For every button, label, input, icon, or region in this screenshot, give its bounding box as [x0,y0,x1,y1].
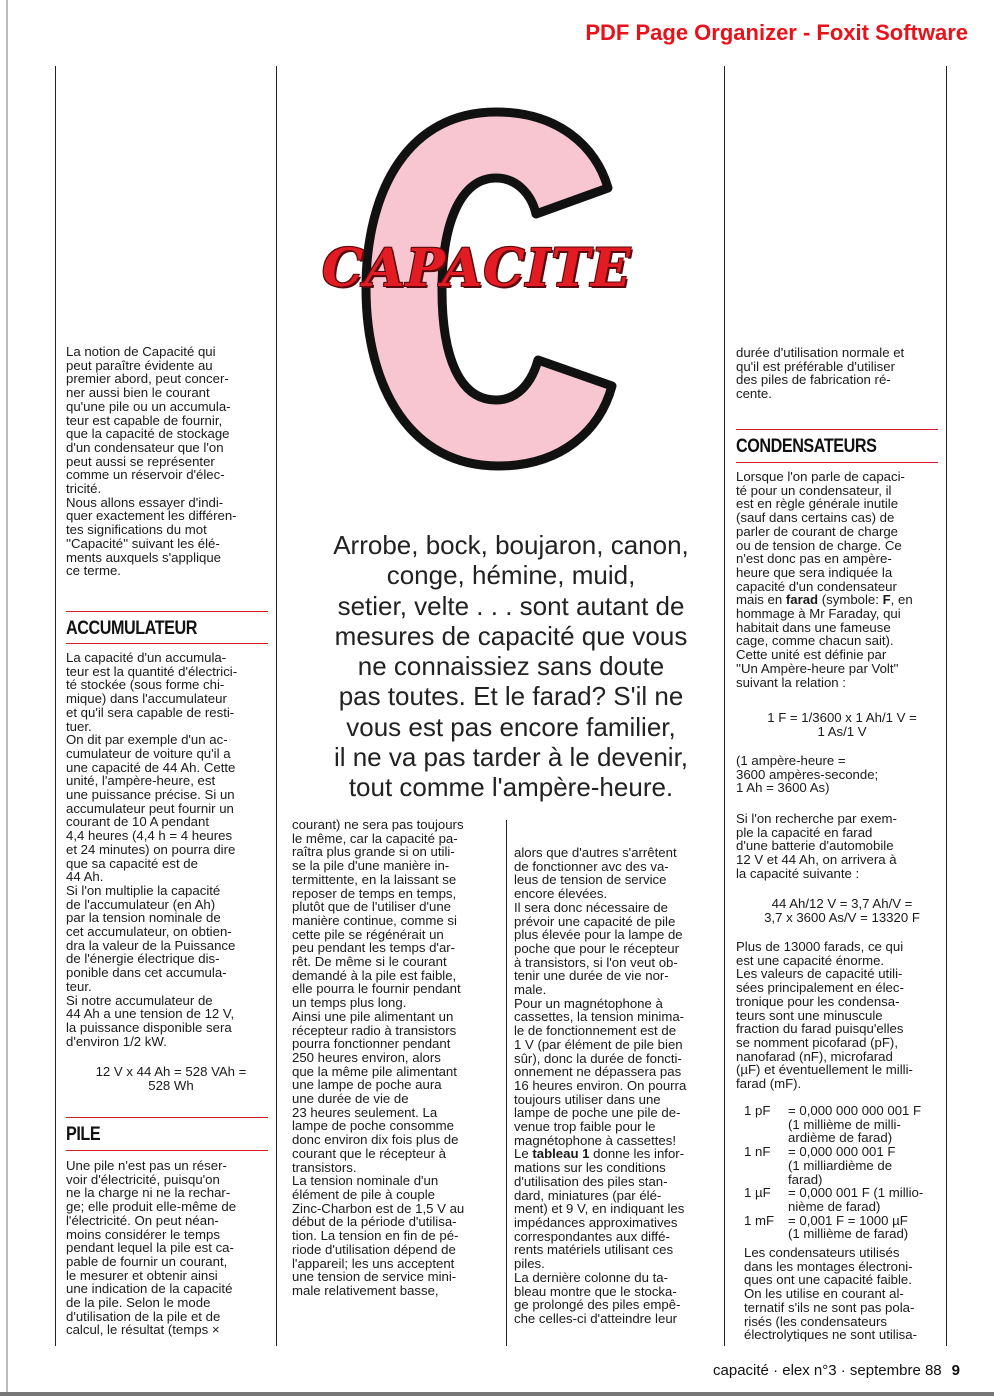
footer-text: capacité · elex n°3 · septembre 88 [713,1362,942,1379]
col4-F-bold: F [882,592,891,608]
col4-formula-farad: 1 F = 1/3600 x 1 Ah/1 V = 1 As/1 V [767,710,917,739]
col4-farad-bold: farad [785,592,819,608]
page-edge-left [6,0,8,1395]
section-rule [66,1150,268,1151]
page-number: 9 [951,1362,960,1379]
unit-row [744,1214,948,1241]
heading-pile: PILE [66,1124,101,1145]
unit-symbol: 1 nF [744,1144,771,1160]
col4-ampere-heure-note: (1 ampère-heure = 3600 ampères-seconde; 1 Ah = 3600 As) [736,753,879,796]
section-rule [66,1117,268,1118]
column-rule [276,66,277,1346]
unit-value: = 0,000 000 001 F (1 milliardième de farad) [788,1144,896,1187]
col4-condensateurs-text [736,470,948,689]
col4-formula-battery: 44 Ah/12 V = 3,7 Ah/V = 3,7 x 3600 As/V = 13320 F [764,896,920,925]
page-title: CAPACITE [322,238,632,299]
col3-text [514,846,726,1326]
col4-text-c: , en hommage à Mr Faraday, qui habitait dans une fameuse cage, comme chacun sait). Cette unité est définie par ''Un Ampère-heure par Volt'' suivant la relation : [736,592,913,690]
page-edge-bottom [0,1392,994,1396]
unit-symbol: 1 pF [744,1103,771,1118]
col1-pile-text: Une pile n'est pas un réser- voir d'électricité, puisqu'on ne la charge ni ne la rechar- ge; elle produit elle-même de l'électricité. On peut néan- moins considérer le temps pendant lequel la pile est ca- pable de fournir un courant, le mesurer et obtenir ainsi une indication de la capacité de la pile. Selon le mode d'utilisation de la pile et de calcul, le résultat (temps × [66,1158,237,1338]
heading-accumulateur: ACCUMULATEUR [66,618,197,639]
section-rule [736,462,938,463]
watermark: PDF Page Organizer - Foxit Software [585,20,968,45]
section-rule [66,643,268,644]
column-rule [506,820,507,1346]
section-rule [736,429,938,430]
heading-condensateurs: CONDENSATEURS [736,436,877,457]
col4-text-b: (symbole: [818,592,883,608]
unit-row [744,1145,948,1186]
col3-text-a: alors que d'autres s'arrêtent de fonctionner avc des va- leus de tension de service encore élevées. Il sera donc nécessaire de prévoir une capacité de pile plus élevée pour la lampe de poche que pour le récepteur à transistors, si l'on veut ob- tenir une durée de vie nor- male. Pour un magnétophone à cassettes, la tension minima- le de fonctionnement est de 1 V (par élément de pile bien sûr), donc la durée de foncti- onnement ne dépassera pas 16 heures environ. On pourra toujours utiliser dans une lampe de poche une pile de- venue trop faible pour le magnétophone à cassettes! Le [514,845,687,1162]
col2-text: courant) ne sera pas toujours le même, car la capacité pa- raîtra plus grande si on utili- se la pile d'une manière in- termittente, en la laissant se reposer de temps en temps, plutôt que de l'utiliser d'une manière continue, comme si cette pile se régénérait un peu pendant les temps d'ar- rêt. De même si le courant demandé à la pile est faible, elle pourra le fournir pendant un temps plus long. Ainsi une pile alimentant un récepteur radio à transistors pourra fonctionner pendant 250 heures environ, alors que la même pile alimentant une lampe de poche aura une durée de vie de 23 heures seulement. La lampe de poche consomme donc environ dix fois plus de courant que le récepteur à transistors. La tension nominale d'un élément de pile à couple Zinc-Charbon est de 1,5 V au début de la période d'utilisa- tion. La tension en fin de pé- riode d'utilisation dépend de l'appareil; les uns acceptent une tension de service mini- male relativement basse, [292,817,465,1298]
col4-text-a: Lorsque l'on parle de capaci- té pour un condensateur, il est en règle générale inutile (sauf dans certains cas) de parler de courant de charge ou de tension de charge. Ce n'est donc pas en ampère- heure que sera indiquée la capacité d'un condensateur mais en [736,469,905,608]
unit-value: = 0,000 000 000 001 F (1 millième de milli- ardième de farad) [788,1103,922,1146]
page-footer [713,1362,960,1379]
col1-formula: 12 V x 44 Ah = 528 VAh = 528 Wh [95,1064,247,1093]
col4-closing-text: Les condensateurs utilisés dans les montages électroni- ques ont une capacité faible. On les utilise en courant al- ternatif s'ils ne sont pas pola- risés (les condensateurs électrolytiques ne sont utilisa- [744,1245,917,1343]
col1-accumulateur-text: La capacité d'un accumula- teur est la quantité d'électrici- té stockée (sous forme chi- mique) dans l'accumulateur et qu'il sera capable de resti- tuer. On dit par exemple d'un ac- cumulateur de voiture qu'il a une capacité de 44 Ah. Cette unité, l'ampère-heure, est une puissance précise. Si un accumulateur peut fournir un courant de 10 A pendant 4,4 heures (4,4 h = 4 heures et 24 minutes) on pourra dire que sa capacité est de 44 Ah. Si l'on multiplie la capacité de l'accumulateur (en Ah) par la tension nominale de cet accumulateur, on obtien- dra la valeur de la Puissance de l'énergie électrique dis- ponible dans cet accumula- teur. Si notre accumulateur de 44 Ah a une tension de 12 V, la puissance disponible sera d'environ 1/2 kW. [66,650,238,1049]
col4-example-text: Si l'on recherche par exem- ple la capacité en farad d'une batterie d'automobile 12 V et 44 Ah, on arrivera à la capacité suivante : [736,811,897,881]
unit-row [744,1186,948,1213]
col4-intro-text: durée d'utilisation normale et qu'il est préférable d'utiliser des piles de fabrication ré- cente. [736,345,905,402]
unit-symbol: 1 µF [744,1185,771,1201]
unit-value: = 0,000 001 F (1 millio- nième de farad) [788,1185,924,1214]
unit-row [744,1104,948,1145]
col3-text-b: donne les infor- mations sur les conditions d'utilisation des piles stan- dard, miniatures (par élé- ment) et 9 V, en indiquant les impédances approximatives correspondantes aux diffé- rents matériels utilisant ces piles. La dernière colonne du ta- bleau montre que le stocka- ge prolongé des piles empê- che celles-ci d'atteindre leur [514,1146,685,1326]
col3-tableau-ref: tableau 1 [532,1146,590,1162]
unit-value: = 0,001 F = 1000 µF (1 millième de farad) [788,1212,909,1242]
col4-submultiples-text: Plus de 13000 farads, ce qui est une capacité énorme. Les valeurs de capacité utili- sées principalement en élec- tronique pour les condensa- teurs sont une minuscule fraction du farad puisqu'elles se nomment picofarad (pF), nanofarad (nF), microfarad (µF) et éventuellement le milli- farad (mF). [736,939,913,1092]
col1-intro-paragraph: La notion de Capacité qui peut paraître évidente au premier abord, peut concer- ner aussi bien le courant qu'une pile ou un accumula- teur est capable de fournir, que la capacité de stockage d'un condensateur que l'on peut aussi se représenter comme un réservoir d'élec- tricité. Nous allons essayer d'indi- quer exactement les différen- tes significations du mot ''Capacité'' suivant les élé- ments auxquels s'applique ce terme. [66,344,237,579]
units-list [744,1104,948,1241]
intro-paragraph: Arrobe, bock, boujaron, canon, conge, hémine, muid, setier, velte . . . sont autant de mesures de capacité que vous ne connaissiez sans doute pas toutes. Et le farad? S'il ne vous est pas encore familier, il ne va pas tarder à le devenir, tout comme l'ampère-heure. [333,530,689,803]
section-rule [66,611,268,612]
column-rule [55,66,56,1346]
unit-symbol: 1 mF [744,1212,775,1228]
